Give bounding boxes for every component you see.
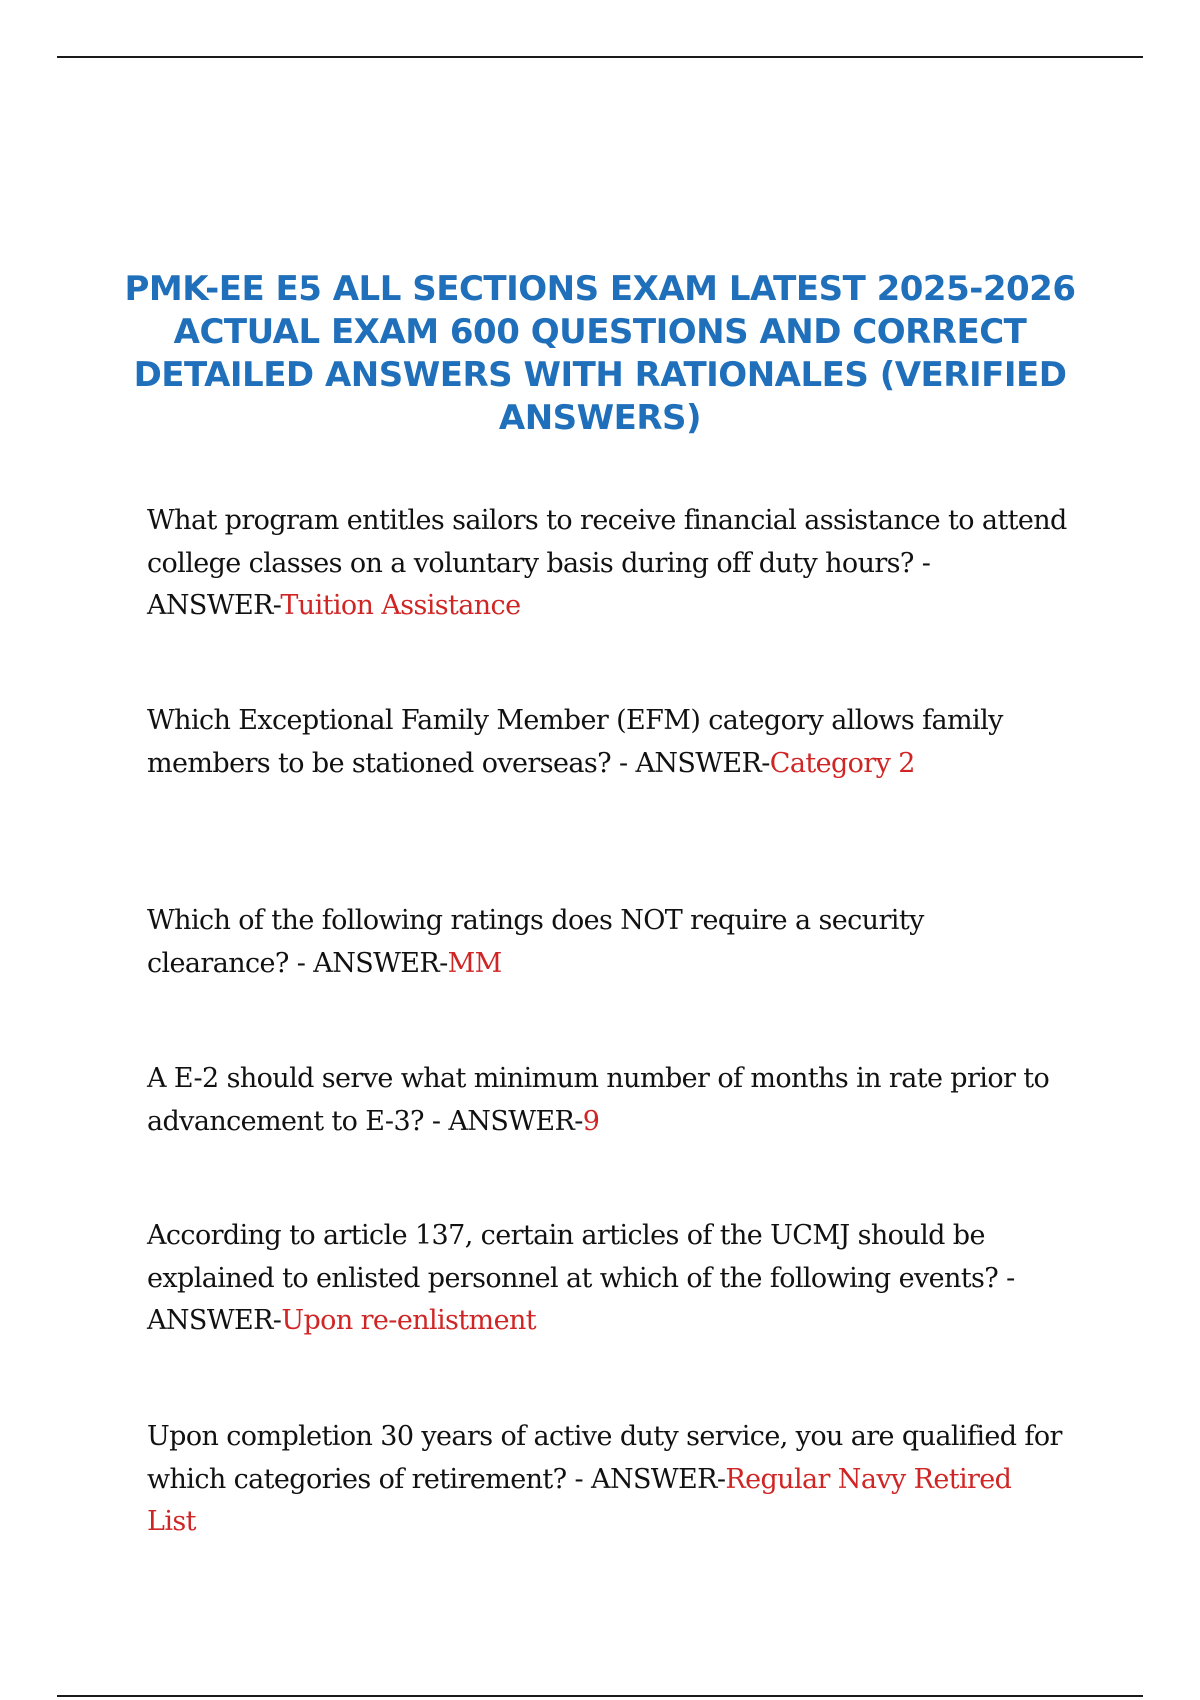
answer-prefix: - ANSWER- (288, 947, 448, 979)
answer-text: Category 2 (769, 747, 915, 779)
answer-prefix: - ANSWER- (566, 1463, 726, 1495)
answer-text: Tuition Assistance (280, 590, 521, 621)
answer-text: Upon re-enlistment (281, 1305, 536, 1336)
question-text: Upon completion 30 years of active duty service, you are qualified for which categories of retirement? (147, 1421, 1062, 1495)
answer-prefix: - ANSWER- (423, 1105, 583, 1137)
qa-item (147, 1058, 1067, 1143)
question-text: Which Exceptional Family Member (EFM) category allows family members to be stationed overseas? (147, 705, 1003, 779)
question-text: A E-2 should serve what minimum number of months in rate prior to advancement to E-3? (147, 1063, 1050, 1137)
qa-item (147, 1215, 1067, 1343)
answer-text: MM (447, 947, 502, 979)
bottom-rule (57, 1695, 1143, 1697)
document-title: PMK-EE E5 ALL SECTIONS EXAM LATEST 2025-2026 ACTUAL EXAM 600 QUESTIONS AND CORRECT DETAILED ANSWERS WITH RATIONALES (VERIFIED ANSWERS) (124, 269, 1076, 438)
question-text: Which of the following ratings does NOT require a security clearance? (147, 905, 924, 979)
answer-prefix: - ANSWER- (610, 747, 770, 779)
answer-prefix: - ANSWER- (147, 1262, 1015, 1336)
answer-text: 9 (582, 1105, 600, 1137)
qa-item (147, 1416, 1067, 1544)
answer-prefix: - ANSWER- (147, 547, 931, 621)
qa-item (147, 900, 1067, 985)
question-text: What program entitles sailors to receive financial assistance to attend college classes on a voluntary basis during off duty hours? (147, 505, 1067, 579)
answer-text: Regular Navy Retired List (147, 1463, 1012, 1537)
qa-item (147, 500, 1067, 628)
top-rule (57, 56, 1143, 58)
qa-item (147, 700, 1067, 785)
question-text: According to article 137, certain articles of the UCMJ should be explained to enlisted personnel at which of the following events? (147, 1220, 999, 1294)
